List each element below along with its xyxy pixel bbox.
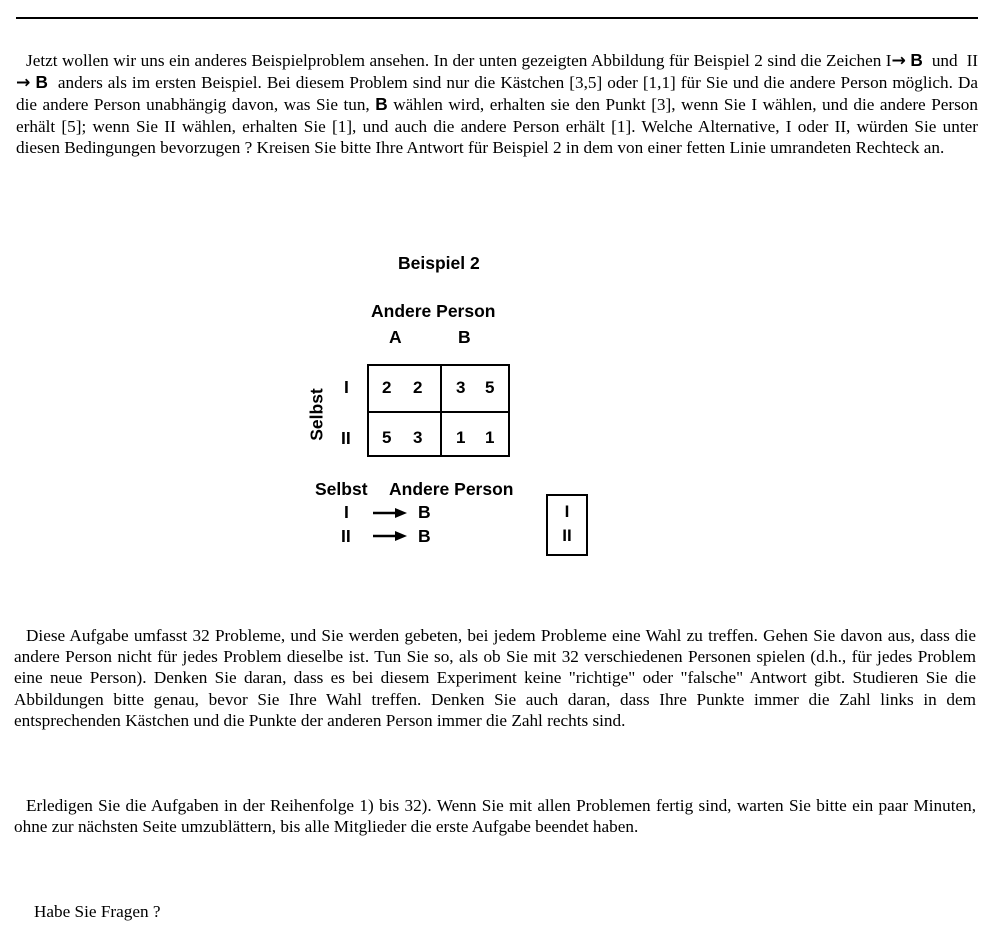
cell-iib-self: 1 — [456, 428, 466, 447]
arrow-icon — [373, 530, 407, 542]
cell-ia-other: 2 — [413, 378, 423, 397]
row-header: Selbst — [306, 388, 327, 441]
answer-box[interactable] — [546, 494, 588, 556]
top-rule — [16, 17, 978, 19]
column-header: Andere Person — [371, 301, 496, 321]
answer-option-ii[interactable]: II — [562, 526, 572, 545]
legend-row1-from: I — [344, 502, 349, 522]
cell-ib-other: 5 — [485, 378, 495, 397]
instructions-paragraph: Diese Aufgabe umfasst 32 Probleme, und Sie werden gebeten, bei jedem Probleme eine Wahl zu treffen. Gehen Sie davon aus, dass die andere Person nicht für jedes Problem dieselbe ist. Tun Sie so, als ob Sie mit 32 verschiedenen Personen spielen (d.h., für jedes Problem eine neue Person). Denken Sie daran, dass es bei diesem Experiment keine "richtige" oder "falsche" Antwort gibt. Studieren Sie die Abbildungen bitte genau, bevor Sie Ihre Wahl treffen. Denken Sie auch daran, dass Ihre Punkte immer die Zahl links in dem entsprechenden Kästchen und die Punkte der anderen Person immer die Zahl rechts sind. — [14, 626, 976, 730]
arrow-icon — [373, 507, 407, 519]
intro-paragraph: Jetzt wollen wir uns ein anderes Beispielproblem ansehen. In der unten gezeigten Abbildung für Beispiel 2 sind die Zeichen I→ B und II → B anders als im ersten Beispiel. Bei diesem Problem sind nur die Kästchen [3,5] oder [1,1] für Sie und die andere Person möglich. Da die andere Person unabhängig davon, was Sie tun, B wählen wird, erhalten sie den Punkt [3], wenn Sie I wählen, und die andere Person erhält [5]; wenn Sie II wählen, erhalten Sie [1], und auch die andere Person erhält [1]. Welche Alternative, I oder II, würden Sie unter diesen Bedingungen bevorzugen ? Kreisen Sie bitte Ihre Antwort für Beispiel 2 in dem von einer fetten Linie umrandeten Rechteck an. — [16, 50, 979, 157]
legend-row2-from: II — [341, 526, 351, 546]
figure-title: Beispiel 2 — [398, 253, 480, 273]
cell-ib-self: 3 — [456, 378, 466, 397]
legend-row1-to: B — [418, 502, 431, 522]
row-label-i: I — [344, 377, 349, 397]
cell-iib-other: 1 — [485, 428, 495, 447]
column-label-a: A — [389, 327, 402, 347]
row-label-ii: II — [341, 428, 351, 448]
cell-ia-self: 2 — [382, 378, 392, 397]
questions-line: Habe Sie Fragen ? — [34, 902, 161, 921]
arrow-icon: → — [16, 73, 31, 94]
cell-iia-other: 3 — [413, 428, 423, 447]
column-label-b: B — [458, 327, 471, 347]
legend-row2-to: B — [418, 526, 431, 546]
legend-andere-person: Andere Person — [389, 479, 514, 499]
cell-iia-self: 5 — [382, 428, 392, 447]
order-paragraph: Erledigen Sie die Aufgaben in der Reihenfolge 1) bis 32). Wenn Sie mit allen Problemen fertig sind, warten Sie bitte ein paar Minuten, ohne zur nächsten Seite umzublättern, bis alle Mitglieder die erste Aufgabe beendet haben. — [14, 796, 976, 837]
answer-option-i[interactable]: I — [564, 502, 570, 521]
legend-selbst: Selbst — [315, 479, 368, 499]
payoff-matrix — [367, 364, 510, 457]
arrow-icon: → — [891, 51, 906, 71]
